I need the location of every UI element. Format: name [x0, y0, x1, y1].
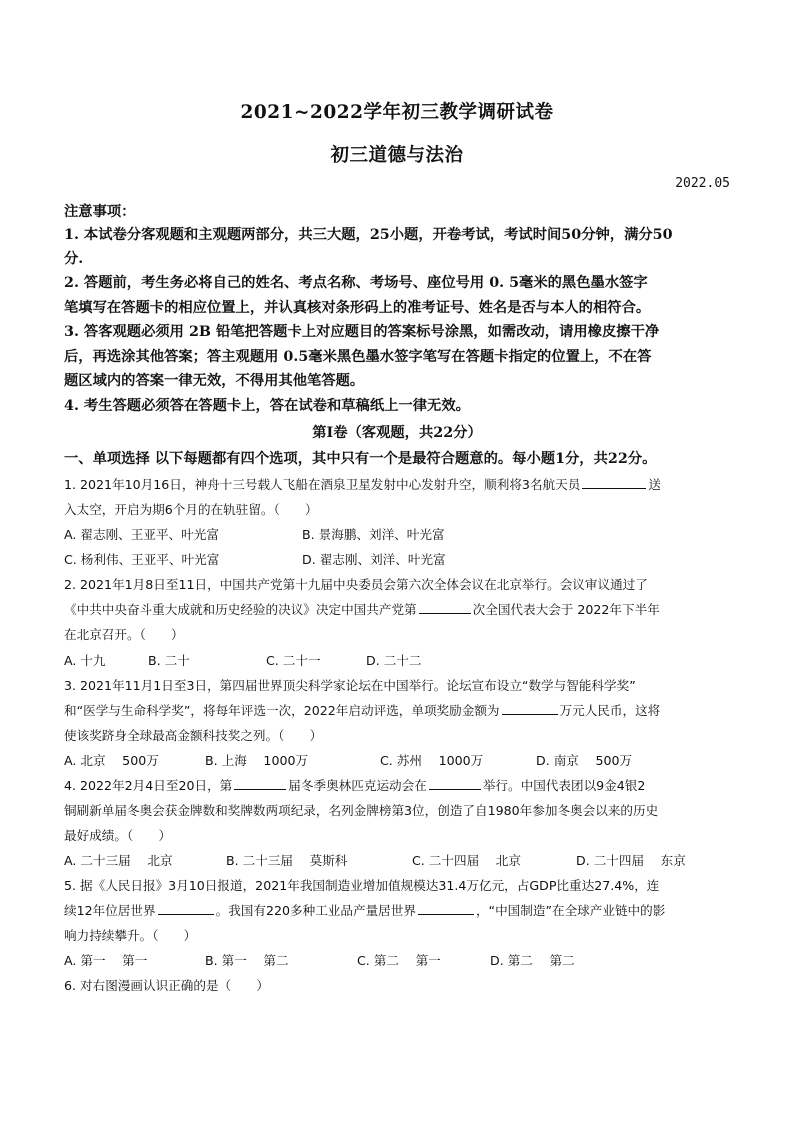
option-a: A. 翟志刚、王亚平、叶光富 [64, 527, 219, 542]
option-a: A. 北京 500万 [64, 753, 159, 768]
question-3-line [64, 700, 660, 719]
notice-line: 笔填写在答题卡的相应位置上，并认真核对条形码上的准考证号、姓名是否与本人的相符合。 [64, 300, 651, 316]
question-2-line: 在北京召开。（ ） [64, 627, 184, 642]
option-c: C. 二十一 [266, 653, 321, 668]
notice-heading: 注意事项： [64, 204, 136, 220]
notice-line: 1. 本试卷分客观题和主观题两部分，共三大题，25小题，开卷考试，考试时间50分钟，满分50 [64, 227, 673, 243]
exam-title: 2021~2022学年初三教学调研试卷 [240, 102, 554, 123]
option-a: A. 第一 第一 [64, 953, 148, 968]
question-4-line [64, 775, 645, 794]
option-c: C. 苏州 1000万 [380, 753, 484, 768]
exam-date: 2022.05 [675, 176, 730, 191]
question-1-line: 入太空，开启为期6个月的在轨驻留。（ ） [64, 502, 318, 517]
option-a: A. 十九 [64, 653, 106, 668]
question-1-line [64, 474, 661, 493]
option-b: B. 景海鹏、刘洋、叶光富 [302, 527, 445, 542]
question-4-text: 4. 2022年2月4日至20日，第 [64, 778, 233, 793]
answer-blank [429, 777, 481, 790]
section-title: 第Ⅰ卷（客观题，共22分） [312, 425, 482, 441]
answer-blank [419, 601, 471, 614]
option-d: D. 二十二 [366, 653, 422, 668]
answer-blank [158, 902, 214, 915]
answer-blank [418, 902, 474, 915]
notice-line: 2. 答题前，考生务必将自己的姓名、考点名称、考场号、座位号用 0. 5毫米的黑色墨水签字 [64, 275, 648, 291]
question-3-line: 3. 2021年11月1日至3日，第四届世界顶尖科学家论坛在中国举行。论坛宣布设立“数学与智能科学奖” [64, 678, 636, 693]
option-d: D. 第二 第二 [490, 953, 575, 968]
question-1-text: 1. 2021年10月16日，神舟十三号载人飞船在酒泉卫星发射中心发射升空，顺利将3名航天员 [64, 477, 581, 492]
notice-line: 4. 考生答题必须答在答题卡上，答在试卷和草稿纸上一律无效。 [64, 398, 470, 414]
answer-blank [502, 702, 558, 715]
question-5-text: 。我国有220多种工业品产量居世界 [215, 903, 416, 918]
option-b: B. 二十三届 莫斯科 [226, 853, 348, 868]
option-d: D. 二十四届 东京 [576, 853, 686, 868]
answer-blank [582, 476, 646, 489]
question-5-text: 续12年位居世界 [64, 903, 156, 918]
notice-line: 分. [64, 251, 84, 267]
exam-subject: 初三道德与法治 [330, 145, 464, 166]
question-2-line [64, 599, 660, 618]
question-2-text: 《中共中央奋斗重大成就和历史经验的决议》决定中国共产党第 [64, 602, 417, 617]
option-c: C. 杨利伟、王亚平、叶光富 [64, 552, 220, 567]
question-3-line: 使该奖跻身全球最高金额科技奖之列。（ ） [64, 728, 323, 743]
question-5-line [64, 900, 665, 919]
question-5-line: 响力持续攀升。（ ） [64, 928, 197, 943]
question-3-text: 和“医学与生命科学奖”，将每年评选一次，2022年启动评选，单项奖励金额为 [64, 703, 500, 718]
question-5-line: 5. 据《人民日报》3月10日报道，2021年我国制造业增加值规模达31.4万亿元，占GDP比重达27.4%，连 [64, 878, 660, 893]
question-4-line: 铜刷新单届冬奥会获金牌数和奖牌数两项纪录，名列金牌榜第3位，创造了自1980年参加冬奥会以来的历史 [64, 803, 659, 818]
option-d: D. 翟志刚、刘洋、叶光富 [302, 552, 446, 567]
notice-line: 后，再选涂其他答案；答主观题用 0.5毫米黑色墨水签字笔写在答题卡指定的位置上，不在答 [64, 349, 652, 365]
notice-line: 3. 答客观题必须用 2B 铅笔把答题卡上对应题目的答案标号涂黑，如需改动，请用橡皮擦干净 [64, 324, 660, 340]
answer-blank [234, 777, 286, 790]
question-4-text: 举行。中国代表团以9金4银2 [482, 778, 646, 793]
question-6-line: 6. 对右图漫画认识正确的是（ ） [64, 978, 269, 993]
part-title: 一、单项选择 以下每题都有四个选项，其中只有一个是最符合题意的。每小题1分，共22分。 [64, 451, 657, 467]
notice-line: 题区域内的答案一律无效，不得用其他笔答题。 [64, 373, 365, 389]
question-3-text: 万元人民币，这将 [559, 703, 661, 718]
question-4-line: 最好成绩。（ ） [64, 828, 172, 843]
option-c: C. 二十四届 北京 [412, 853, 521, 868]
option-d: D. 南京 500万 [536, 753, 633, 768]
option-b: B. 二十 [148, 653, 190, 668]
option-b: B. 第一 第二 [205, 953, 289, 968]
question-5-text: ，“中国制造”在全球产业链中的影 [475, 903, 666, 918]
question-1-text: 送 [648, 477, 661, 492]
option-c: C. 第二 第一 [357, 953, 441, 968]
option-a: A. 二十三届 北京 [64, 853, 173, 868]
option-b: B. 上海 1000万 [205, 753, 309, 768]
question-4-text: 届冬季奥林匹克运动会在 [288, 778, 427, 793]
question-2-text: 次全国代表大会于 2022年下半年 [472, 602, 660, 617]
question-2-line: 2. 2021年1月8日至11日，中国共产党第十九届中央委员会第六次全体会议在北京举行。会议审议通过了 [64, 577, 648, 592]
